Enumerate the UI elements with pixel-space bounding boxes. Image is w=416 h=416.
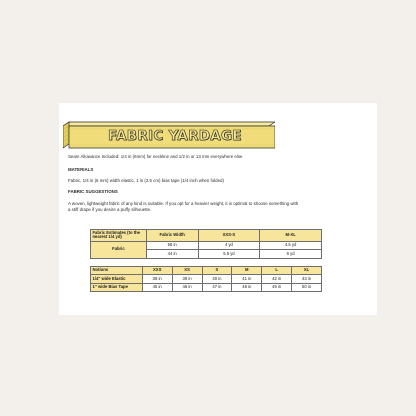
materials-text: Fabric, 1/4 in (6 mm) width elastic, 1 in (2.5 cm) bias tape (1/4 inch when folded) [68, 178, 224, 183]
notions-table [90, 266, 322, 292]
table-cell: 38 in [142, 275, 172, 283]
size-header: XXS [142, 267, 172, 275]
size-range-header: XXS-S [198, 230, 260, 242]
table-cell: 45 in [142, 283, 172, 291]
materials-heading: MATERIALS [68, 167, 94, 172]
fabric-suggestions-line-1: A woven, lightweight fabric of any kind is suitable. If you opt for a heavier weight, it is optimal to shoose something with [68, 201, 299, 206]
table-row [91, 275, 322, 283]
table-cell: 4 yd [198, 241, 260, 249]
table-cell: 49 in [262, 283, 292, 291]
size-header: M [232, 267, 262, 275]
table-cell: 46 in [172, 283, 202, 291]
fabric-suggestions-line-2: a stiff drape if you desire a puffy silhouette. [68, 207, 152, 212]
table-cell: 5.5 yd [198, 250, 260, 258]
bias-tape-row-label: 1" wide Bias Tape [91, 283, 143, 291]
table-row [91, 283, 322, 291]
size-header: XS [172, 267, 202, 275]
elastic-row-label: 1/4" wide Elastic [91, 275, 143, 283]
table-cell: 47 in [202, 283, 232, 291]
title-banner [63, 120, 275, 150]
size-header: S [202, 267, 232, 275]
table-cell: 50 in [292, 283, 322, 291]
table-cell: 44 in [146, 250, 198, 258]
table-cell: 39 in [172, 275, 202, 283]
table-row [91, 241, 322, 249]
fabric-estimates-table [90, 229, 322, 259]
table-cell: 41 in [232, 275, 262, 283]
table-cell: 40 in [202, 275, 232, 283]
page-title: FABRIC YARDAGE [108, 128, 242, 144]
fabric-row-label: Fabric [91, 241, 147, 258]
table-header-row [91, 267, 322, 275]
fabric-estimates-header: Fabric Estimates (to the nearest 1/4 yd) [91, 230, 147, 242]
table-cell: 6 yd [260, 250, 322, 258]
size-range-header: M-XL [260, 230, 322, 242]
table-header-row [91, 230, 322, 242]
table-cell: 4.5 yd [260, 241, 322, 249]
table-cell: 58 in [146, 241, 198, 249]
fabric-suggestions-heading: FABRIC SUGGESTIONS [68, 189, 118, 194]
notions-header: Notions [91, 267, 143, 275]
size-header: L [262, 267, 292, 275]
table-cell: 43 in [292, 275, 322, 283]
seam-allowance-text: Seam Allowance Included: 1/4 in (6mm) for neckline and 1/2 in or 13 mm everywhere else [68, 154, 243, 159]
size-header: XL [292, 267, 322, 275]
fabric-width-header: Fabric Width [146, 230, 198, 242]
document-page [59, 103, 377, 315]
table-cell: 48 in [232, 283, 262, 291]
table-cell: 42 in [262, 275, 292, 283]
